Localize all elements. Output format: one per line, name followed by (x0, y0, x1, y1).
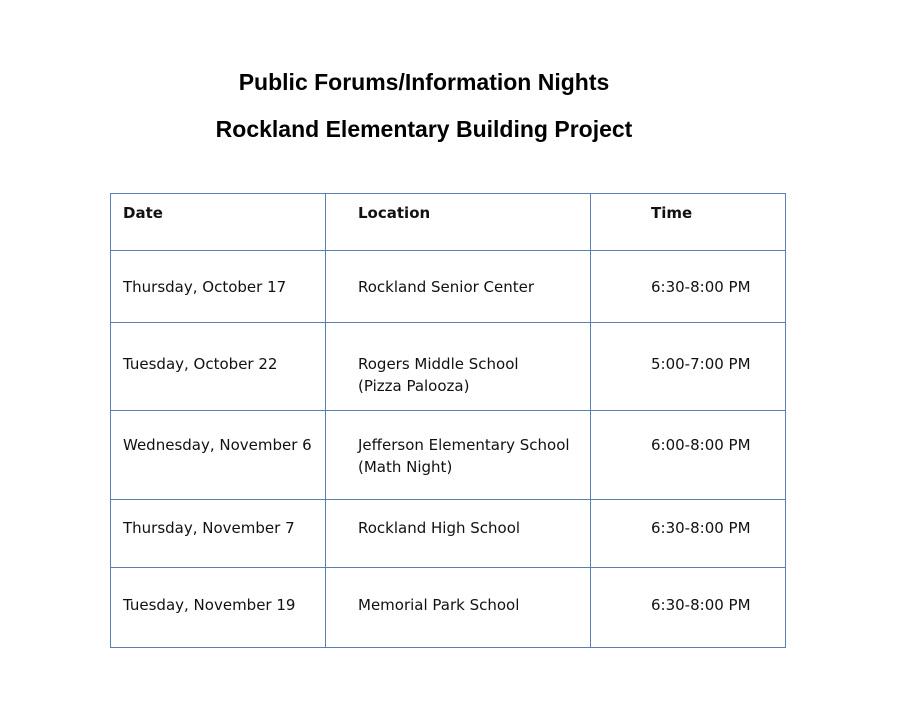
location-name: Memorial Park School (358, 596, 520, 614)
cell-time: 6:30-8:00 PM (591, 251, 786, 323)
cell-date: Thursday, October 17 (111, 251, 326, 323)
cell-time: 6:30-8:00 PM (591, 568, 786, 648)
header-location: Location (326, 194, 591, 251)
cell-location (326, 251, 591, 323)
cell-date: Tuesday, November 19 (111, 568, 326, 648)
location-name: Jefferson Elementary School (358, 436, 570, 454)
header-date: Date (111, 194, 326, 251)
document-title: Public Forums/Information Nights (238, 69, 610, 95)
table-row (111, 251, 786, 323)
location-name: Rockland Senior Center (358, 278, 535, 296)
cell-location (326, 411, 591, 500)
table-header-row (111, 194, 786, 251)
header-time: Time (591, 194, 786, 251)
document-subtitle: Rockland Elementary Building Project (215, 116, 633, 142)
table-row (111, 568, 786, 648)
table-row (111, 411, 786, 500)
cell-location (326, 568, 591, 648)
location-name: Rogers Middle School (358, 355, 519, 373)
location-note: (Pizza Palooza) (358, 377, 470, 395)
table-row (111, 323, 786, 411)
location-name: Rockland High School (358, 519, 521, 537)
cell-location (326, 500, 591, 568)
location-note: (Math Night) (358, 458, 453, 476)
forum-schedule-table (110, 193, 786, 648)
table-row (111, 500, 786, 568)
cell-location (326, 323, 591, 411)
cell-time: 5:00-7:00 PM (591, 323, 786, 411)
cell-date: Tuesday, October 22 (111, 323, 326, 411)
cell-time: 6:30-8:00 PM (591, 500, 786, 568)
cell-date: Wednesday, November 6 (111, 411, 326, 500)
cell-time: 6:00-8:00 PM (591, 411, 786, 500)
cell-date: Thursday, November 7 (111, 500, 326, 568)
